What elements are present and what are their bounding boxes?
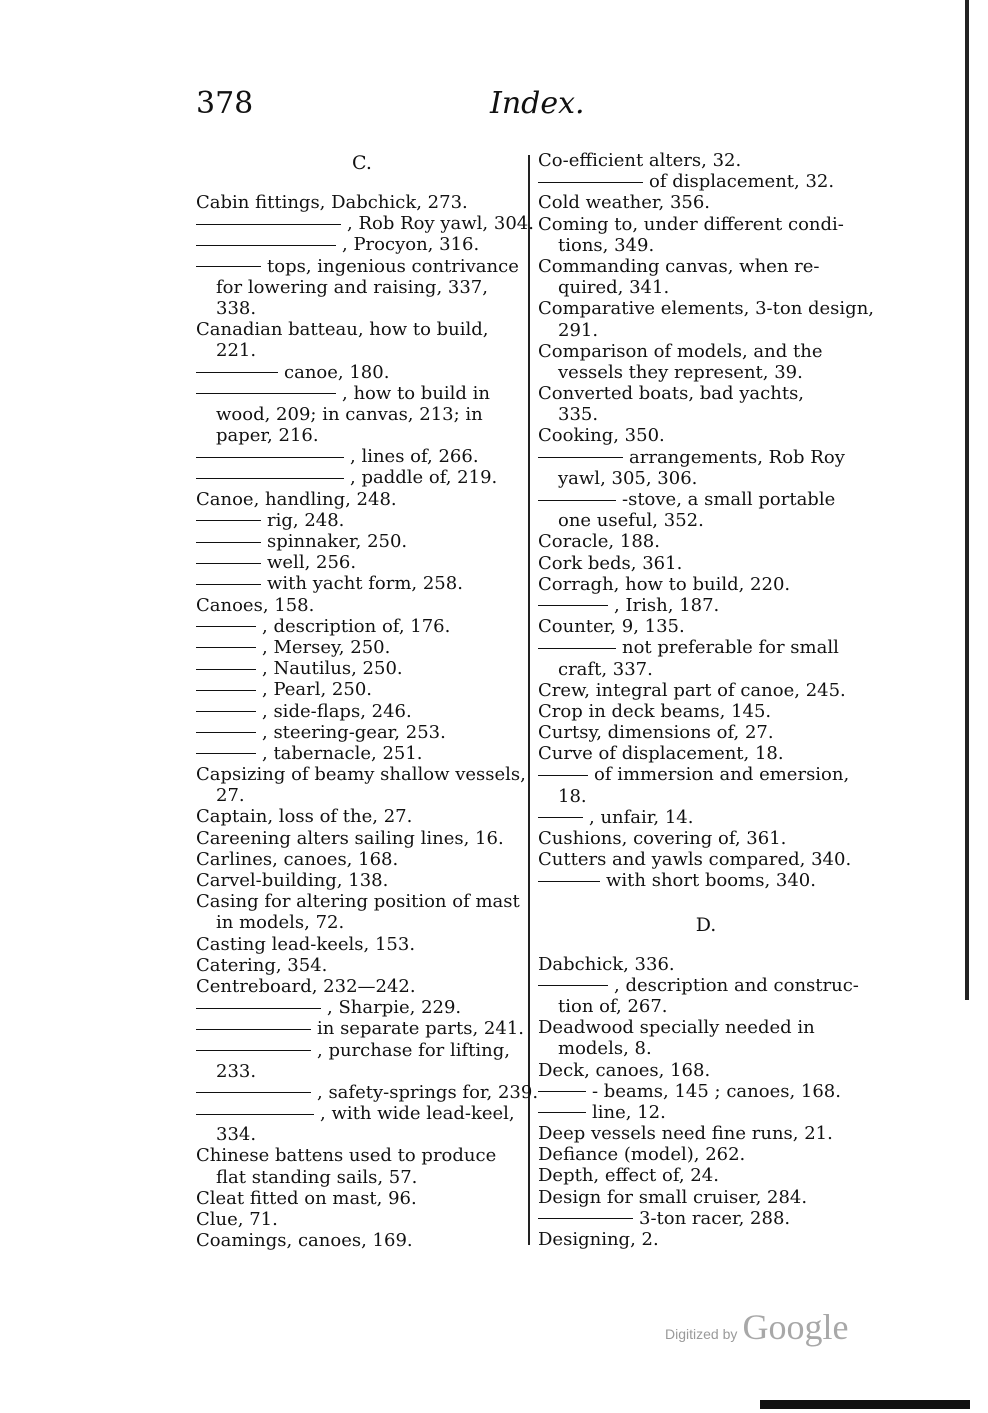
index-entry <box>196 256 528 277</box>
index-entry <box>196 1167 528 1188</box>
index-entry-text: wood, 209; in canvas, 213; in <box>216 403 483 425</box>
index-entry <box>196 1124 528 1145</box>
index-entry <box>538 1165 874 1186</box>
index-entry <box>196 1018 528 1039</box>
index-entry-text: not preferable for small <box>622 637 839 659</box>
index-entry-text: , description and construc- <box>614 974 859 996</box>
index-entry-text: Crew, integral part of canoe, 245. <box>538 679 846 701</box>
index-entry-text: 335. <box>558 404 599 426</box>
index-entry-text: quired, 341. <box>558 277 670 299</box>
section-heading-d: D. <box>695 913 717 936</box>
index-entry <box>196 785 528 806</box>
index-entry-text: 221. <box>216 340 257 362</box>
index-entry <box>196 722 528 743</box>
index-entry <box>538 1208 874 1229</box>
index-entry <box>538 975 874 996</box>
index-entry <box>538 341 874 362</box>
ditto-rule <box>538 1218 633 1219</box>
index-column-right <box>538 150 874 1250</box>
ditto-rule <box>196 1092 311 1093</box>
index-entry-text: tops, ingenious contrivance <box>267 255 519 277</box>
index-entry <box>196 743 528 764</box>
index-entry-text: 233. <box>216 1060 257 1082</box>
ditto-rule <box>196 520 261 521</box>
index-entry-text: Designing, 2. <box>538 1229 659 1250</box>
ditto-rule <box>196 1114 314 1115</box>
ditto-rule <box>196 647 256 648</box>
index-entry-text: of immersion and emersion, <box>594 764 850 786</box>
index-entry-text: for lowering and raising, 337, <box>216 276 488 298</box>
index-entry-text: Cold weather, 356. <box>538 192 711 214</box>
ditto-rule <box>196 266 261 267</box>
ditto-rule <box>196 732 256 733</box>
index-entry <box>538 954 874 975</box>
index-entry-text: Coamings, canoes, 169. <box>196 1230 413 1252</box>
index-entry-text: with yacht form, 258. <box>267 573 463 595</box>
index-entry-text: - beams, 145 ; canoes, 168. <box>592 1080 841 1102</box>
index-entry-text: Coming to, under different condi- <box>538 213 844 235</box>
index-entry-text: , with wide lead-keel, <box>320 1103 515 1125</box>
index-entry <box>196 658 528 679</box>
index-entry-text: , safety-springs for, 239. <box>317 1081 539 1103</box>
index-entry-text: 338. <box>216 297 257 319</box>
index-entry-text: Casing for altering position of mast <box>196 891 520 913</box>
index-entry-text: models, 8. <box>558 1038 652 1060</box>
ditto-rule <box>538 985 608 986</box>
index-entry-text: 18. <box>558 785 587 807</box>
index-entries-d <box>538 954 874 1251</box>
index-entry <box>538 616 874 637</box>
ditto-rule <box>196 753 256 754</box>
index-entry-text: -stove, a small portable <box>622 489 836 510</box>
index-entry <box>538 320 874 341</box>
index-entry-text: Cushions, covering of, 361. <box>538 828 787 849</box>
index-entry-text: , Irish, 187. <box>614 594 720 616</box>
index-entry <box>538 1017 874 1038</box>
index-entry-text: Capsizing of beamy shallow vessels, <box>196 764 526 786</box>
index-entry <box>538 404 874 425</box>
index-entry <box>538 680 874 701</box>
index-entry <box>196 467 528 488</box>
ditto-rule <box>196 1008 321 1009</box>
index-entry <box>196 404 528 425</box>
index-entry <box>538 1187 874 1208</box>
index-entry <box>196 976 528 997</box>
index-entry-text: yawl, 305, 306. <box>558 467 698 489</box>
index-entry-text: Commanding canvas, when re- <box>538 255 820 277</box>
index-entry-text: Cooking, 350. <box>538 425 665 447</box>
index-entry <box>196 1103 528 1124</box>
index-entry-text: Defiance (model), 262. <box>538 1144 746 1166</box>
index-entry <box>538 277 874 298</box>
index-entry-text: paper, 216. <box>216 425 319 447</box>
ditto-rule <box>196 1050 311 1051</box>
index-entry-text: Converted boats, bad yachts, <box>538 383 805 405</box>
index-entry <box>196 828 528 849</box>
index-entry-text: Crop in deck beams, 145. <box>538 700 772 722</box>
index-entry-text: , paddle of, 219. <box>350 467 498 489</box>
running-head: Index. <box>490 86 585 121</box>
index-entry <box>196 531 528 552</box>
index-entry <box>196 277 528 298</box>
index-entry-text: Canoe, handling, 248. <box>196 488 397 510</box>
index-entry-text: Curtsy, dimensions of, 27. <box>538 722 774 744</box>
index-entry <box>538 192 874 213</box>
index-entry <box>196 891 528 912</box>
index-entry-text: 3-ton racer, 288. <box>639 1207 791 1229</box>
index-entry-text: in separate parts, 241. <box>317 1018 525 1040</box>
index-entry-text: , Procyon, 316. <box>342 234 480 256</box>
index-entry <box>538 235 874 256</box>
ditto-rule <box>538 1091 586 1092</box>
index-entry-text: one useful, 352. <box>558 510 704 532</box>
index-entry-text: , steering-gear, 253. <box>262 721 446 743</box>
index-entry-text: Deep vessels need fine runs, 21. <box>538 1123 833 1145</box>
index-entry <box>196 701 528 722</box>
index-entry-text: , side-flaps, 246. <box>262 700 412 722</box>
index-entry-text: , how to build in <box>342 382 491 404</box>
index-entry <box>538 722 874 743</box>
index-entry <box>196 510 528 531</box>
index-entry-text: spinnaker, 250. <box>267 531 408 552</box>
index-entry <box>538 553 874 574</box>
index-entry <box>538 595 874 616</box>
page-edge-rule <box>965 0 969 1000</box>
ditto-rule <box>538 500 616 501</box>
index-entry-text: Deadwood specially needed in <box>538 1017 815 1039</box>
ditto-rule <box>196 457 344 458</box>
index-entry <box>196 298 528 319</box>
index-entry <box>196 934 528 955</box>
index-entry-text: Casting lead-keels, 153. <box>196 933 416 955</box>
index-entry-text: canoe, 180. <box>284 361 390 383</box>
index-entry <box>196 362 528 383</box>
index-entry <box>196 849 528 870</box>
index-entry <box>196 1209 528 1230</box>
ditto-rule <box>196 478 344 479</box>
ditto-rule <box>196 669 256 670</box>
index-entry <box>196 616 528 637</box>
index-entry-text: , Nautilus, 250. <box>262 658 403 680</box>
index-entry <box>196 552 528 573</box>
index-entry-text: tion of, 267. <box>558 995 668 1017</box>
page-number: 378 <box>196 86 254 121</box>
index-entry <box>196 192 528 213</box>
index-entry-text: in models, 72. <box>216 912 345 934</box>
index-entry <box>196 997 528 1018</box>
index-entry <box>538 701 874 722</box>
index-entry <box>538 1144 874 1165</box>
index-entry <box>196 319 528 340</box>
index-entry <box>538 743 874 764</box>
index-entry <box>538 1229 874 1250</box>
index-entry-text: , lines of, 266. <box>350 446 479 468</box>
index-entry <box>538 510 874 531</box>
index-entry <box>196 425 528 446</box>
index-column-left <box>196 150 539 1252</box>
index-entry-text: Curve of displacement, 18. <box>538 743 784 765</box>
index-entry-text: craft, 337. <box>558 658 653 680</box>
ditto-rule <box>196 626 256 627</box>
index-entry <box>196 340 528 361</box>
ditto-rule <box>196 224 341 225</box>
index-entry <box>538 807 874 828</box>
index-entry <box>538 574 874 595</box>
index-entry <box>538 447 874 468</box>
google-wordmark: Google <box>742 1307 849 1347</box>
index-entry-text: , Sharpie, 229. <box>327 997 462 1019</box>
index-entry-text: Dabchick, 336. <box>538 953 675 975</box>
index-entry-text: Canadian batteau, how to build, <box>196 319 489 341</box>
index-entry <box>538 1102 874 1123</box>
index-entry-text: , Mersey, 250. <box>262 636 391 658</box>
index-entry <box>538 383 874 404</box>
ditto-rule <box>538 605 608 606</box>
ditto-rule <box>538 775 588 776</box>
index-entry-text: Carvel-building, 138. <box>196 870 389 891</box>
index-entry <box>538 171 874 192</box>
index-entry-text: , tabernacle, 251. <box>262 742 423 764</box>
index-entry <box>538 1123 874 1144</box>
index-entry <box>538 1038 874 1059</box>
index-entry <box>538 764 874 785</box>
index-entry <box>538 362 874 383</box>
index-entry-text: Co-efficient alters, 32. <box>538 150 742 171</box>
index-entry-text: , Pearl, 250. <box>262 679 373 701</box>
index-entry <box>538 1081 874 1102</box>
index-entry <box>538 425 874 446</box>
index-entry-text: arrangements, Rob Roy <box>629 446 845 468</box>
index-entry <box>538 849 874 870</box>
index-entry-text: 334. <box>216 1124 257 1146</box>
index-entry <box>538 996 874 1017</box>
index-entry <box>196 573 528 594</box>
index-entry <box>196 1230 528 1251</box>
index-entry-text: Chinese battens used to produce <box>196 1145 497 1167</box>
ditto-rule <box>196 584 261 585</box>
ditto-rule <box>196 372 278 373</box>
index-entry-text: with short booms, 340. <box>606 870 816 892</box>
ditto-rule <box>538 648 616 649</box>
index-entry <box>196 764 528 785</box>
ditto-rule <box>538 457 623 458</box>
index-entry <box>196 806 528 827</box>
index-entry-text: vessels they represent, 39. <box>558 361 803 383</box>
index-entry <box>538 298 874 319</box>
index-entry <box>538 1060 874 1081</box>
index-entry <box>538 256 874 277</box>
index-entry-text: Cleat fitted on mast, 96. <box>196 1187 417 1209</box>
digitized-watermark <box>665 1306 848 1348</box>
index-entry-text: rig, 248. <box>267 509 345 531</box>
index-entry-text: , unfair, 14. <box>589 806 694 828</box>
ditto-rule <box>538 817 583 818</box>
index-entry-text: Comparative elements, 3-ton design, <box>538 298 875 320</box>
index-entry-text: flat standing sails, 57. <box>216 1166 418 1188</box>
index-entries-c-left <box>196 192 539 1252</box>
ditto-rule <box>196 563 261 564</box>
index-entry <box>196 489 528 510</box>
ditto-rule <box>196 245 336 246</box>
index-entry <box>196 637 528 658</box>
index-entry-text: Design for small cruiser, 284. <box>538 1186 808 1208</box>
index-entry-text: Clue, 71. <box>196 1209 278 1230</box>
index-entry-text: Canoes, 158. <box>196 594 315 616</box>
index-entry-text: , purchase for lifting, <box>317 1039 511 1061</box>
index-entry-text: tions, 349. <box>558 234 655 256</box>
index-entry <box>538 786 874 807</box>
index-entry-text: Captain, loss of the, 27. <box>196 806 413 828</box>
index-entry-text: Catering, 354. <box>196 954 328 976</box>
scan-edge-bar <box>760 1400 970 1409</box>
index-entry-text: Carlines, canoes, 168. <box>196 848 399 870</box>
index-entry <box>538 150 874 171</box>
index-entry <box>196 1081 539 1103</box>
index-entry <box>196 213 534 235</box>
index-entry-text: Careening alters sailing lines, 16. <box>196 827 504 849</box>
ditto-rule <box>196 711 256 712</box>
ditto-rule <box>196 542 261 543</box>
index-entries-c-right <box>538 150 874 892</box>
index-entry <box>538 659 874 680</box>
ditto-rule <box>538 881 600 882</box>
index-entry <box>538 828 874 849</box>
index-entry <box>196 1145 528 1166</box>
ditto-rule <box>196 690 256 691</box>
digitized-by-label: Digitized by <box>665 1326 738 1342</box>
index-entry <box>196 1061 528 1082</box>
index-entry-text: 27. <box>216 785 245 807</box>
index-entry-text: well, 256. <box>267 552 357 574</box>
ditto-rule <box>196 1029 311 1030</box>
index-entry-text: line, 12. <box>592 1101 666 1123</box>
index-entry-text: Depth, effect of, 24. <box>538 1165 719 1187</box>
index-entry-text: Centreboard, 232—242. <box>196 975 416 997</box>
index-entry-text: 291. <box>558 319 599 341</box>
index-entry <box>196 679 528 700</box>
index-entry-text: Corragh, how to build, 220. <box>538 573 791 595</box>
ditto-rule <box>196 393 336 394</box>
index-entry <box>538 531 874 552</box>
index-entry <box>538 870 874 891</box>
ditto-rule <box>538 182 643 183</box>
index-entry <box>196 1188 528 1209</box>
index-entry <box>196 1040 528 1061</box>
index-entry <box>196 383 528 404</box>
index-entry <box>196 955 528 976</box>
index-entry-text: Coracle, 188. <box>538 531 660 553</box>
section-heading-c: C. <box>352 152 372 174</box>
index-entry-text: Cabin fittings, Dabchick, 273. <box>196 192 468 213</box>
index-entry <box>196 234 528 255</box>
index-entry <box>538 468 874 489</box>
index-entry-text: Comparison of models, and the <box>538 340 823 362</box>
index-entry <box>196 446 528 467</box>
index-entry-text: , description of, 176. <box>262 615 451 637</box>
index-entry <box>538 489 874 510</box>
index-entry-text: Counter, 9, 135. <box>538 616 685 638</box>
index-entry-text: Cutters and yawls compared, 340. <box>538 849 852 871</box>
ditto-rule <box>538 1112 586 1113</box>
index-entry-text: Cork beds, 361. <box>538 552 683 574</box>
index-entry <box>196 595 528 616</box>
index-entry-text: Deck, canoes, 168. <box>538 1059 711 1081</box>
index-entry <box>538 214 874 235</box>
index-entry <box>196 912 528 933</box>
index-entry <box>196 870 528 891</box>
index-entry <box>538 637 874 658</box>
index-entry-text: of displacement, 32. <box>649 171 835 193</box>
index-entry-text: , Rob Roy yawl, 304. <box>347 213 534 235</box>
